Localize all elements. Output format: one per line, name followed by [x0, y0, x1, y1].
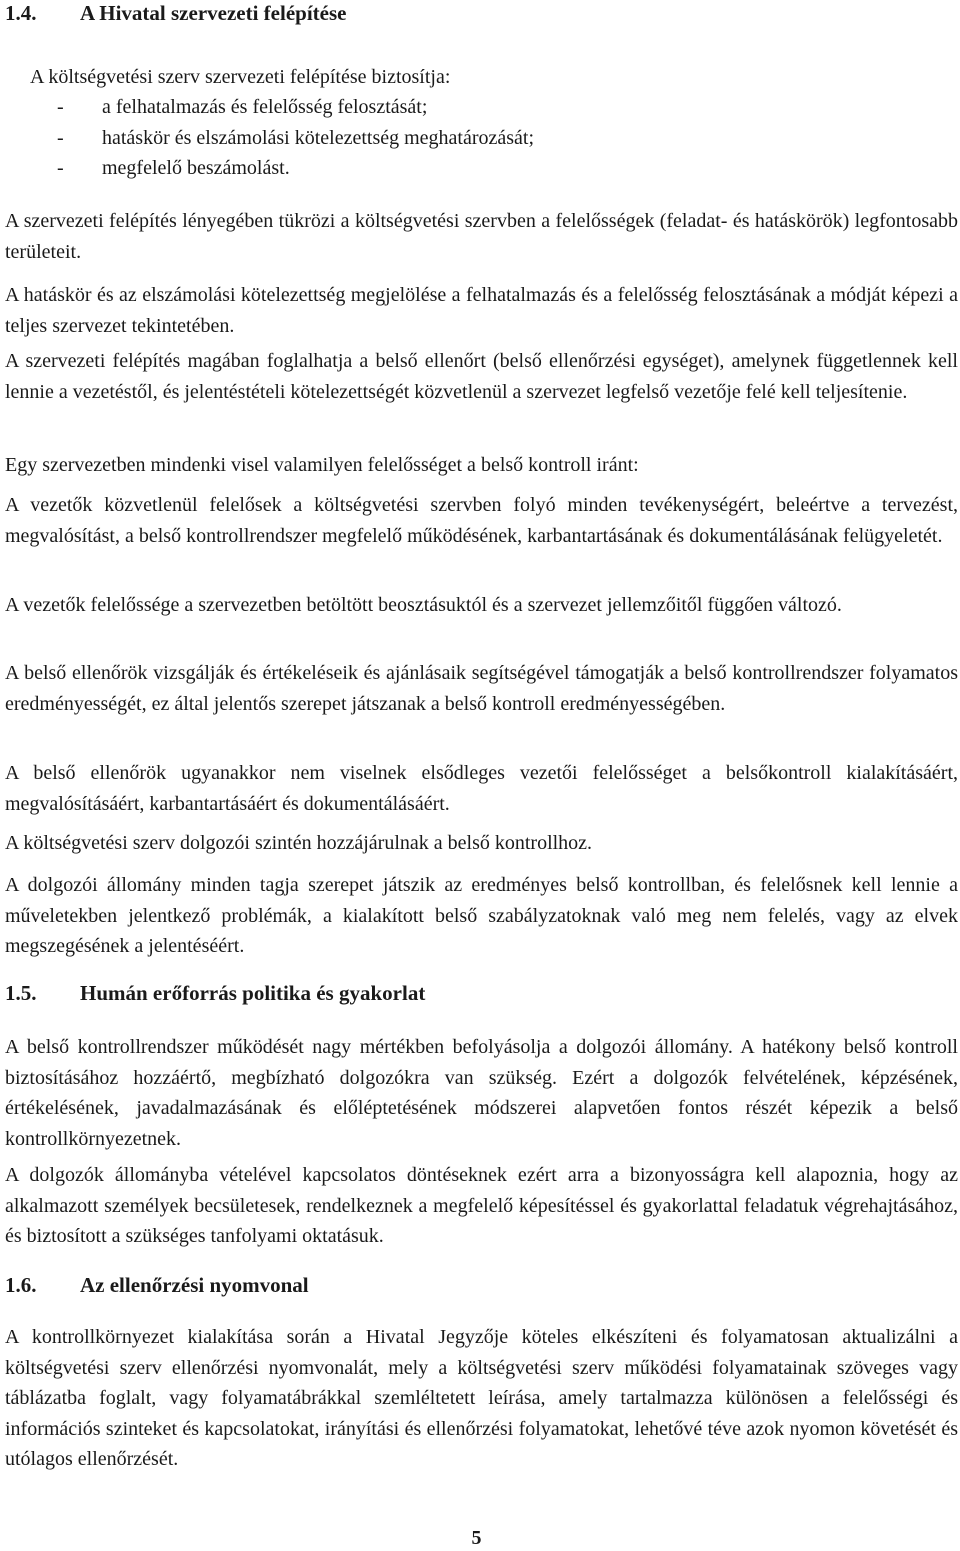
paragraph: A szervezeti felépítés magában foglalhatja a belső ellenőrt (belső ellenőrzési egységet), amelynek függetlennek kell lennie a vezetéstől, és jelentéstételi kötelezettségét közvetlenül a szervezet legfelső vezetője felé kell teljesítenie. — [5, 350, 958, 403]
dash-marker: - — [57, 96, 64, 118]
paragraph: A dolgozói állomány minden tagja szerepet játszik az eredményes belső kontrollban, és felelősnek kell lennie a műveletekben jelentkező problémák, a kialakított belső szabályzatoknak való meg nem felelés, vagy az elvek megszegésének a jelentéséért. — [5, 874, 958, 957]
paragraph: A dolgozók állományba vételével kapcsolatos döntéseknek ezért arra a bizonyosságra kell alapoznia, hogy az alkalmazott személyek becsületesek, rendelkeznek a megfelelő képesítéssel és gyakorlattal feladatuk végrehajtásához, és biztosított a szükséges tanfolyami oktatásuk. — [5, 1164, 958, 1247]
paragraph: A belső kontrollrendszer működését nagy mértékben befolyásolja a dolgozói állomány. A hatékony belső kontroll biztosításához hozzáértő, megbízható dolgozókra van szükség. Ezért a dolgozók felvételének, képzésének, értékelésének, javadalmazásának és előléptetésének módszerei alapvetően fontos részét képezik a belső kontrollkörnyezetnek. — [5, 1036, 958, 1150]
section-title: Az ellenőrzési nyomvonal — [80, 1273, 309, 1297]
paragraph: A belső ellenőrök ugyanakkor nem viselnek elsődleges vezetői felelősséget a belsőkontroll kialakításáért, megvalósításáért, karbantartásáért és dokumentálásáért. — [5, 762, 958, 815]
paragraph: A kontrollkörnyezet kialakítása során a Hivatal Jegyzője köteles elkészíteni és folyamatosan aktualizálni a költségvetési szerv ellenőrzési nyomvonalát, mely a költségvetési szerv működési folyamatainak szöveges vagy táblázatba foglalt, vagy folyamatábrákkal szemléltetett leírása, amely tartalmazza különösen a felelősségi és információs szinteket és kapcsolatokat, irányítási és ellenőrzési folyamatokat, lehetővé téve azok nyomon követését és utólagos ellenőrzését. — [5, 1326, 958, 1470]
dash-marker: - — [57, 126, 64, 149]
section-number: 1.4. — [5, 1, 37, 25]
paragraph: A vezetők közvetlenül felelősek a költségvetési szervben folyó minden tevékenységért, beleértve a tervezést, megvalósítást, a belső kontrollrendszer megfelelő működésének, karbantartásának és dokumentálásának felügyeletét. — [5, 494, 958, 547]
section-title: A Hivatal szervezeti felépítése — [80, 1, 347, 25]
paragraph: A vezetők felelőssége a szervezetben betöltött beosztásuktól és a szervezet jellemzőitől függően változó. — [5, 594, 842, 616]
section-number: 1.5. — [5, 981, 37, 1005]
section-title: Humán erőforrás politika és gyakorlat — [80, 981, 426, 1005]
paragraph: A költségvetési szerv dolgozói szintén hozzájárulnak a belső kontrollhoz. — [5, 832, 593, 854]
list-item-text: megfelelő beszámolást. — [102, 157, 290, 179]
list-item-text: a felhatalmazás és felelősség felosztását; — [102, 96, 428, 118]
intro-paragraph: A költségvetési szerv szervezeti felépítése biztosítja: — [30, 66, 451, 88]
dash-marker: - — [57, 157, 64, 179]
list-item-text: hatáskör és elszámolási kötelezettség meghatározását; — [102, 126, 535, 149]
paragraph: A szervezeti felépítés lényegében tükrözi a költségvetési szervben a felelősségek (feladat- és hatáskörök) legfontosabb területeit. — [5, 210, 958, 263]
paragraph: A hatáskör és az elszámolási kötelezettség megjelölése a felhatalmazás és a felelősség felosztásának a módját képezi a teljes szervezet tekintetében. — [5, 284, 958, 337]
bullet-list — [57, 92, 958, 184]
list-item — [57, 123, 958, 154]
page-number: 5 — [471, 1527, 482, 1549]
list-item — [57, 153, 958, 184]
section-heading-1-4 — [5, 0, 958, 28]
paragraph: Egy szervezetben mindenki visel valamilyen felelősséget a belső kontroll iránt: — [5, 454, 639, 476]
section-heading-1-5 — [5, 978, 958, 1008]
section-number: 1.6. — [5, 1273, 37, 1297]
paragraph: A belső ellenőrök vizsgálják és értékeléseik és ajánlásaik segítségével támogatják a belső kontrollrendszer folyamatos eredményességét, ez által jelentős szerepet játszanak a belső kontroll eredményességében. — [5, 662, 958, 715]
section-heading-1-6 — [5, 1270, 958, 1300]
list-item — [57, 92, 958, 123]
